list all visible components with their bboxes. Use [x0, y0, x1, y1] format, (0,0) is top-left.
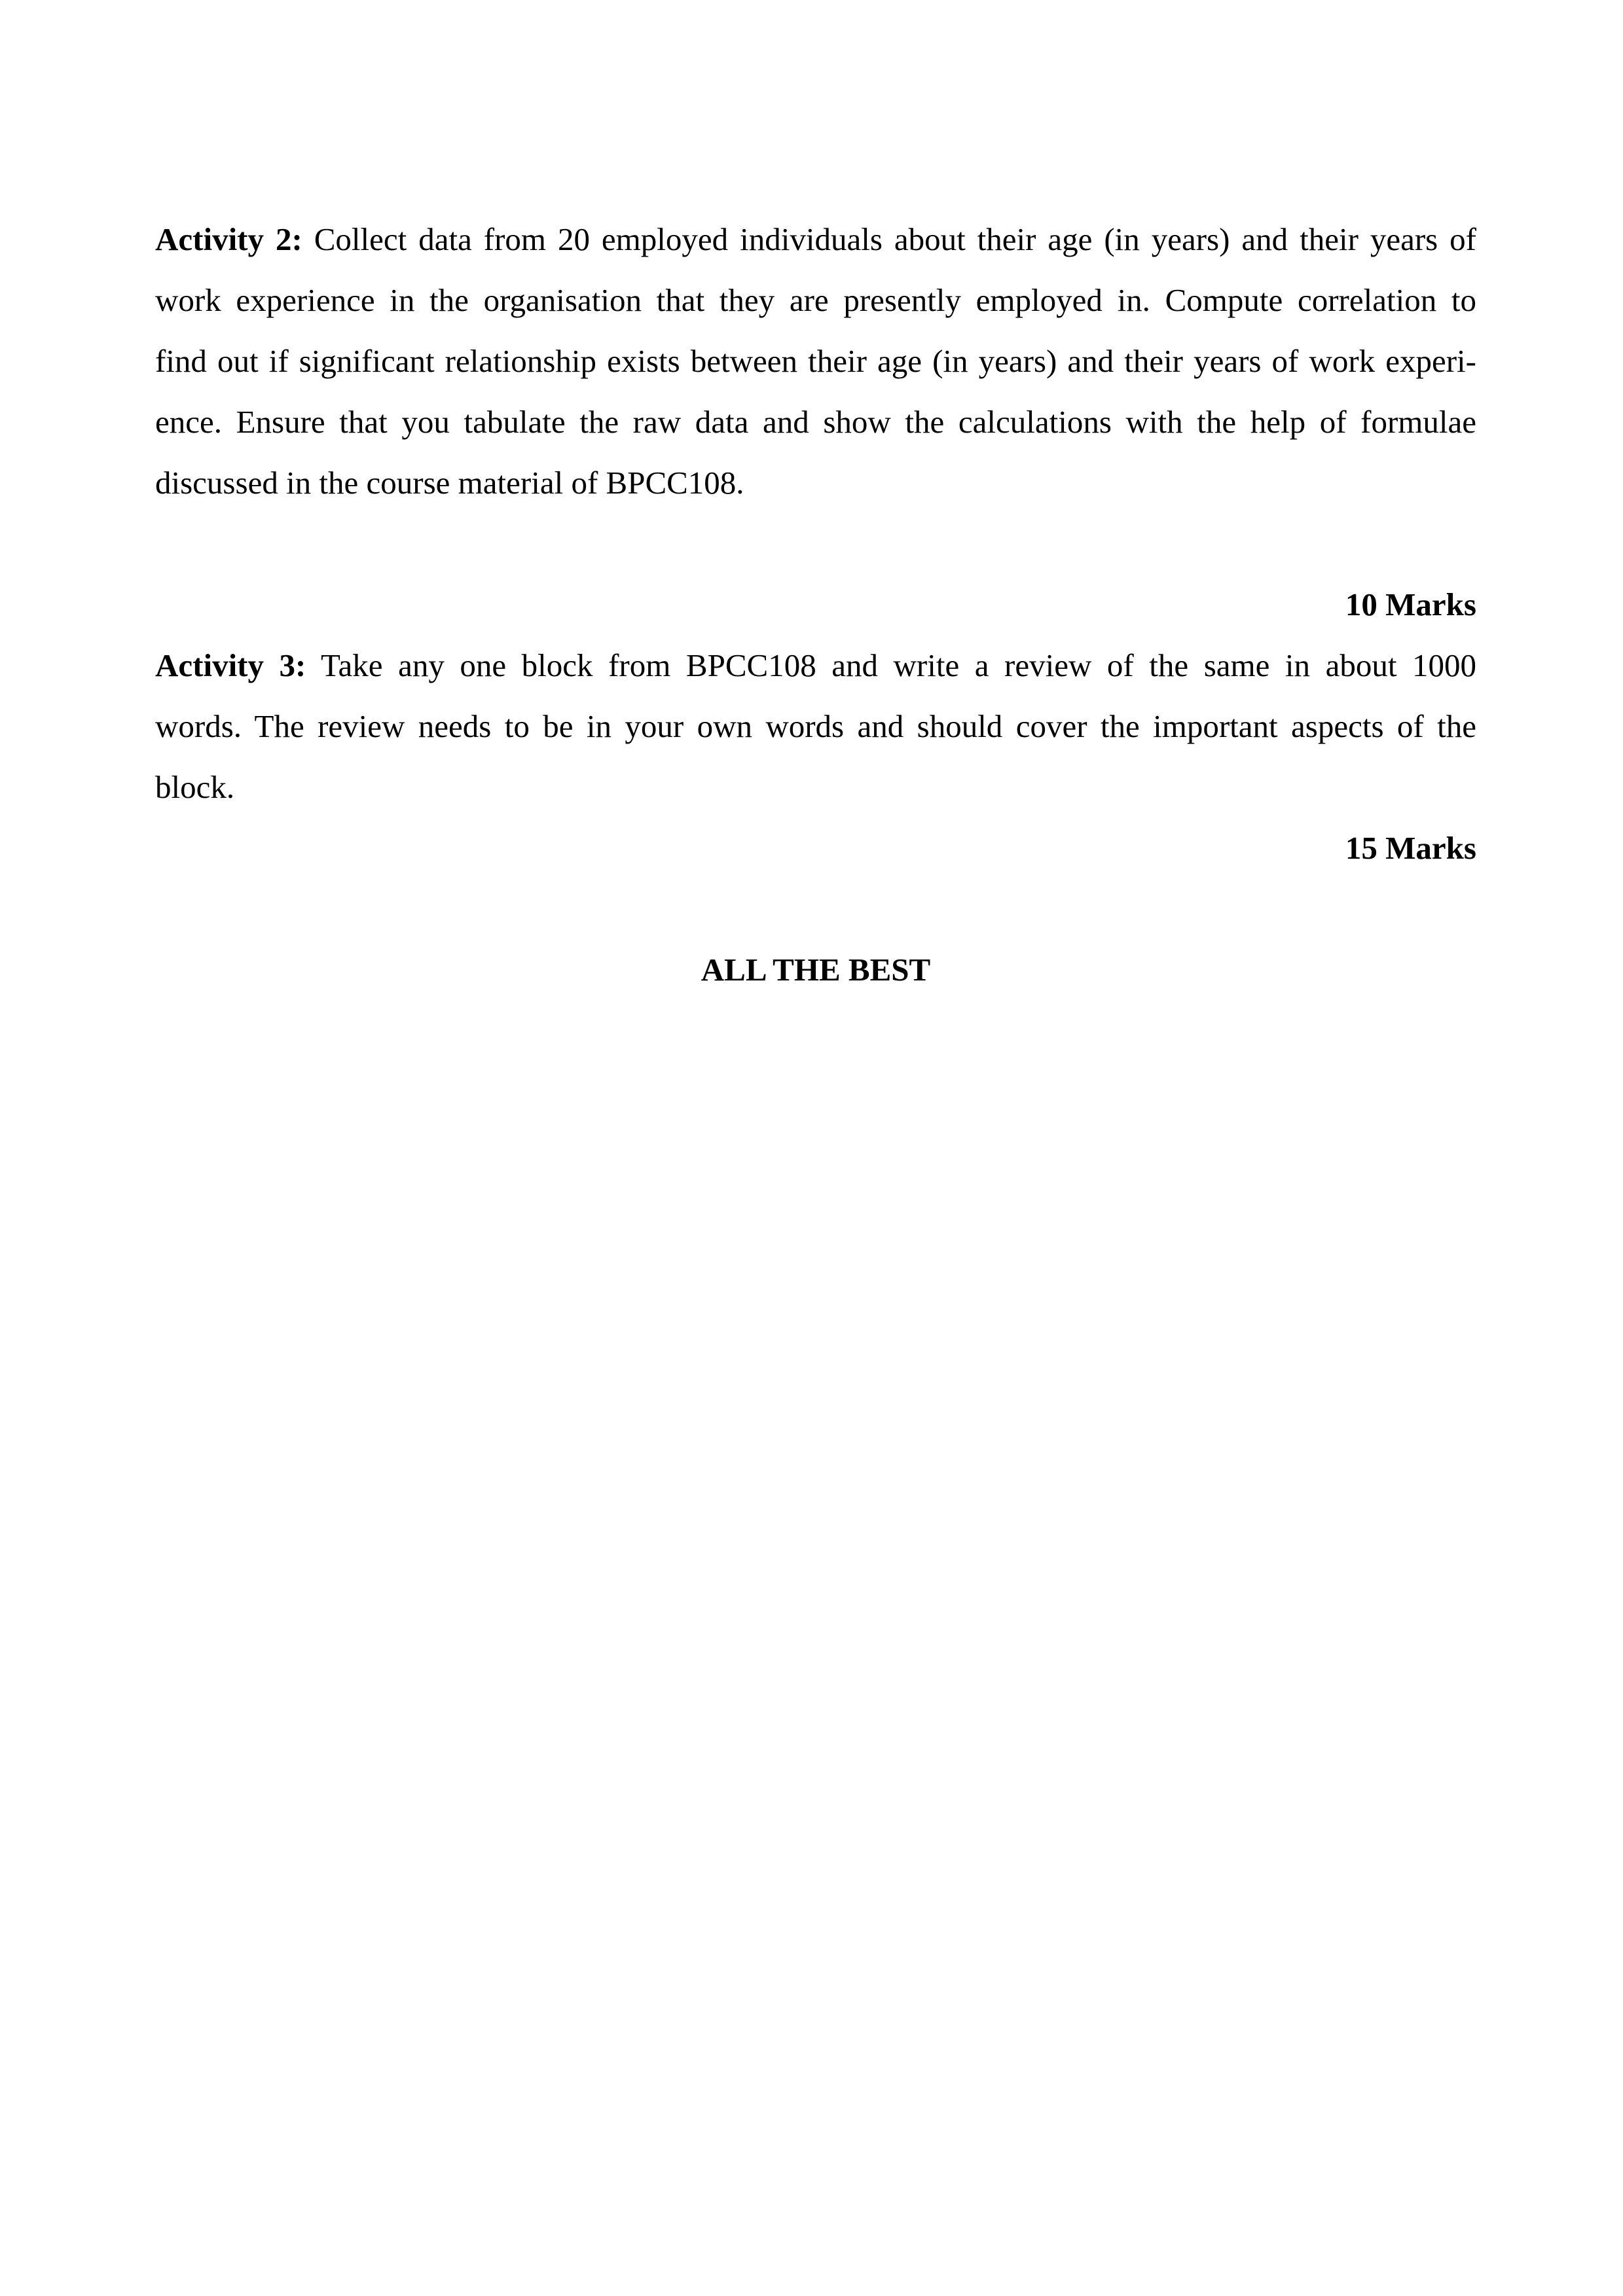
spacer	[155, 513, 1476, 574]
activity-3-text-1: Take any one block from BPCC108 and write a review of the same in about 1000	[306, 647, 1476, 683]
activity-3-label: Activity 3:	[155, 647, 306, 683]
activity-3-line-3: block.	[155, 769, 235, 805]
activity-2-text-1: Collect data from 20 employed individuals about their age (in years) and their years of	[302, 221, 1476, 257]
activity-3-paragraph	[155, 635, 1476, 817]
activity-3-marks: 15 Marks	[1345, 830, 1476, 866]
document-body	[155, 209, 1476, 1000]
activity-2-paragraph	[155, 209, 1476, 513]
closing-heading: ALL THE BEST	[701, 952, 931, 988]
activity-2-marks: 10 Marks	[1345, 586, 1476, 622]
activity-2-line-1	[155, 209, 1476, 270]
spacer	[155, 878, 1476, 939]
activity-3-line-1	[155, 635, 1476, 696]
activity-2-label: Activity 2:	[155, 221, 302, 257]
activity-2-line-3: find out if significant relationship exists between their age (in years) and their years of work experi-	[155, 343, 1476, 379]
activity-2-line-2: work experience in the organisation that they are presently employed in. Compute correlation to	[155, 282, 1476, 318]
activity-2-line-4: ence. Ensure that you tabulate the raw data and show the calculations with the help of formulae	[155, 404, 1476, 440]
activity-2-line-5: discussed in the course material of BPCC108.	[155, 465, 744, 501]
activity-3-line-2: words. The review needs to be in your own words and should cover the important aspects of the	[155, 708, 1476, 744]
